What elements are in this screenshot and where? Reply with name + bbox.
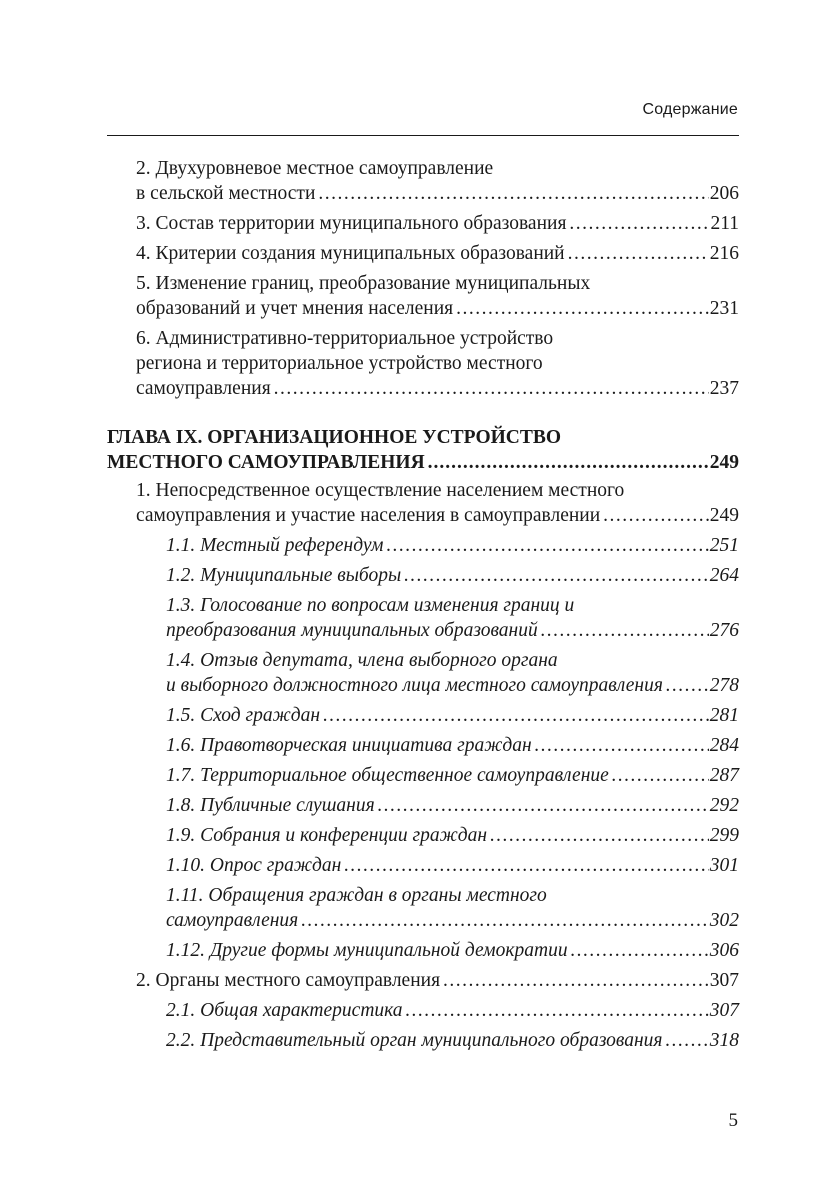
dot-leader [406, 998, 709, 1023]
dot-leader [612, 763, 709, 788]
toc-entry-text: самоуправления [136, 378, 271, 399]
toc-page-number: 278 [709, 675, 739, 696]
toc-entry-text: преобразования муниципальных образований [166, 620, 538, 641]
toc-page-number: 251 [709, 535, 739, 556]
toc-entry-text: 1.4. Отзыв депутата, члена выборного органа [166, 650, 558, 671]
dot-leader [603, 503, 709, 528]
dot-leader [301, 908, 709, 933]
toc-page-number: 281 [709, 705, 739, 726]
toc-entry-text: 1.1. Местный референдум [166, 535, 384, 556]
toc-entry-text: 3. Состав территории муниципального образования [136, 213, 567, 234]
toc-entry-text: 2. Органы местного самоуправления [136, 970, 441, 991]
dot-leader [666, 673, 709, 698]
dot-leader [318, 181, 708, 206]
toc-entry-6-admin-territorial [107, 326, 739, 401]
toc-entry-text: 1.9. Собрания и конференции граждан [166, 825, 488, 846]
toc-page-number: 276 [709, 620, 739, 641]
toc-entry-4-criteria [107, 241, 739, 266]
dot-leader [569, 211, 709, 236]
toc-entry-text: 1.5. Сход граждан [166, 705, 321, 726]
page-number: 5 [728, 1110, 738, 1131]
toc-subentry-1-11 [107, 883, 739, 933]
toc-page-number: 211 [710, 213, 739, 234]
header-rule [107, 135, 739, 136]
dot-leader [490, 823, 709, 848]
toc-entry-text: 1.7. Территориальное общественное самоуправление [166, 765, 609, 786]
table-of-contents [107, 156, 739, 1058]
dot-leader [666, 1028, 709, 1053]
chapter-title: ГЛАВА IX. ОРГАНИЗАЦИОННОЕ УСТРОЙСТВО [107, 427, 562, 448]
toc-page-number: 301 [709, 855, 739, 876]
toc-page-number: 284 [709, 735, 739, 756]
toc-entry-text: самоуправления и участие населения в самоуправлении [136, 505, 601, 526]
toc-page-number: 307 [709, 1000, 739, 1021]
toc-subentry-1-6 [107, 733, 739, 758]
toc-entry-text: в сельской местности [136, 183, 316, 204]
toc-page-number: 287 [709, 765, 739, 786]
dot-leader [443, 968, 709, 993]
toc-page-number: 306 [709, 940, 739, 961]
toc-entry-text: 1.2. Муниципальные выборы [166, 565, 402, 586]
toc-chapter-9 [107, 425, 739, 475]
toc-entry-ch9-1-direct-participation [107, 478, 739, 528]
toc-entry-text: 1. Непосредственное осуществление населением местного [136, 480, 625, 501]
toc-subentry-1-4 [107, 648, 739, 698]
toc-page-number: 299 [709, 825, 739, 846]
toc-entry-text: 1.8. Публичные слушания [166, 795, 375, 816]
dot-leader [568, 241, 709, 266]
toc-entry-text: самоуправления [166, 910, 299, 931]
toc-entry-text: образований и учет мнения населения [136, 298, 454, 319]
toc-subentry-1-10 [107, 853, 739, 878]
dot-leader [344, 853, 708, 878]
toc-page-number: 216 [709, 243, 739, 264]
toc-entry-text: региона и территориальное устройство местного [136, 353, 543, 374]
toc-entry-ch9-2-bodies [107, 968, 739, 993]
toc-subentry-1-3 [107, 593, 739, 643]
dot-leader [274, 376, 709, 401]
toc-page-number: 302 [709, 910, 739, 931]
dot-leader [456, 296, 709, 321]
toc-entry-text: 1.10. Опрос граждан [166, 855, 342, 876]
toc-subentry-1-5 [107, 703, 739, 728]
toc-subentry-1-12 [107, 938, 739, 963]
toc-page-number: 292 [709, 795, 739, 816]
toc-subentry-1-9 [107, 823, 739, 848]
toc-subentry-2-1 [107, 998, 739, 1023]
toc-entry-text: 6. Административно-территориальное устройство [136, 328, 554, 349]
toc-entry-text: 1.12. Другие формы муниципальной демократии [166, 940, 568, 961]
dot-leader [386, 533, 708, 558]
dot-leader [535, 733, 709, 758]
toc-entry-3-territory [107, 211, 739, 236]
toc-entry-text: 4. Критерии создания муниципальных образований [136, 243, 565, 264]
toc-page-number: 249 [709, 505, 739, 526]
toc-entry-text: 2.2. Представительный орган муниципального образования [166, 1030, 663, 1051]
toc-entry-text: и выборного должностного лица местного самоуправления [166, 675, 663, 696]
toc-entry-text: 2.1. Общая характеристика [166, 1000, 403, 1021]
toc-entry-2-two-level [107, 156, 739, 206]
toc-page-number: 318 [709, 1030, 739, 1051]
toc-subentry-1-8 [107, 793, 739, 818]
toc-entry-text: 1.11. Обращения граждан в органы местного [166, 885, 547, 906]
dot-leader [541, 618, 709, 643]
dot-leader [571, 938, 709, 963]
toc-subentry-1-2 [107, 563, 739, 588]
toc-page-number: 264 [709, 565, 739, 586]
toc-page-number: 307 [709, 970, 739, 991]
dot-leader [404, 563, 709, 588]
toc-page-number: 206 [709, 183, 739, 204]
chapter-title: МЕСТНОГО САМОУПРАВЛЕНИЯ [107, 452, 425, 473]
toc-entry-text: 1.3. Голосование по вопросам изменения границ и [166, 595, 575, 616]
dot-leader [428, 450, 709, 475]
dot-leader [323, 703, 709, 728]
toc-subentry-1-7 [107, 763, 739, 788]
running-head-title: Содержание [642, 101, 738, 118]
toc-page-number: 249 [709, 452, 739, 473]
toc-subentry-2-2 [107, 1028, 739, 1053]
toc-page-number: 231 [709, 298, 739, 319]
toc-entry-text: 5. Изменение границ, преобразование муниципальных [136, 273, 591, 294]
toc-entry-5-borders [107, 271, 739, 321]
toc-entry-text: 2. Двухуровневое местное самоуправление [136, 158, 494, 179]
toc-subentry-1-1 [107, 533, 739, 558]
toc-entry-text: 1.6. Правотворческая инициатива граждан [166, 735, 532, 756]
toc-page-number: 237 [709, 378, 739, 399]
dot-leader [378, 793, 709, 818]
